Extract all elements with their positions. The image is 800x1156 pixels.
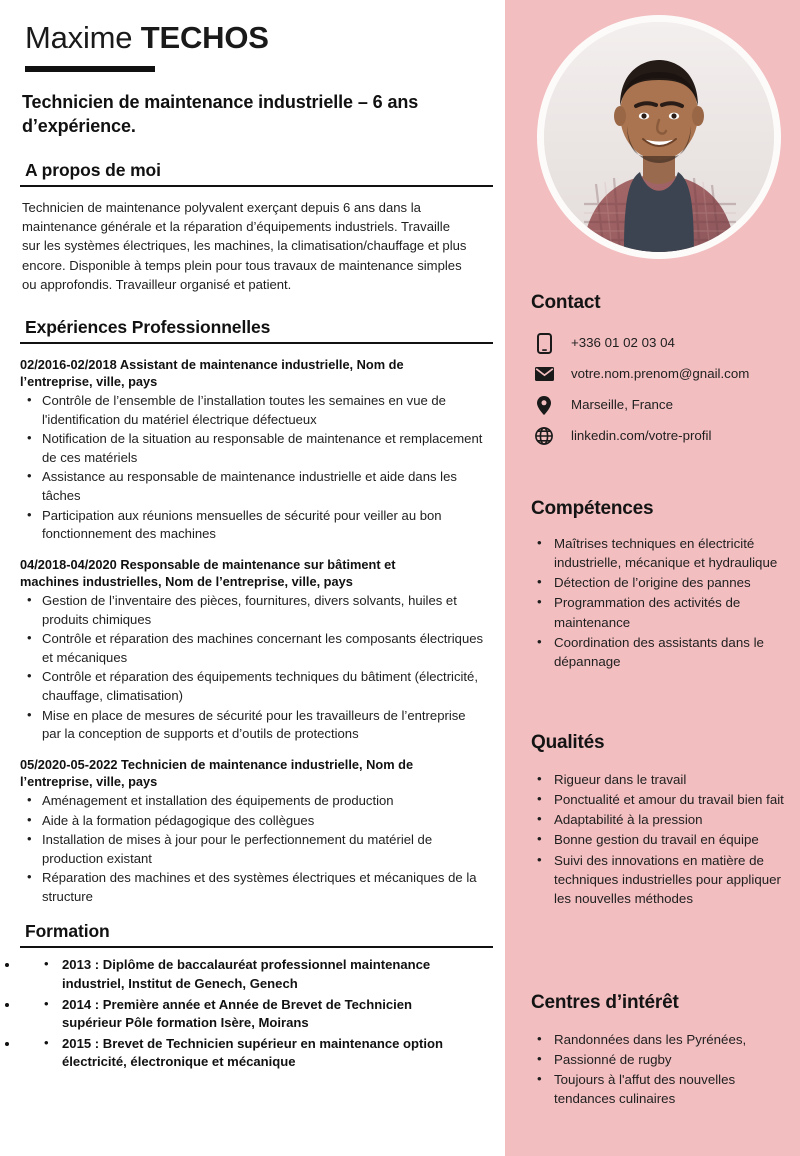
list-item: • Randonnées dans les Pyrénées, <box>531 1030 797 1049</box>
formation-list <box>20 956 493 1071</box>
list-item: • Maîtrises techniques en électricité industrielle, mécanique et hydraulique <box>531 534 797 572</box>
job-headline: Technicien de maintenance industrielle – 6 ans d’expérience. <box>22 91 419 136</box>
list-item: • Programmation des activités de maintenance <box>531 593 797 631</box>
list-item: • Aménagement et installation des équipements de production <box>20 792 493 811</box>
list-item: • Contrôle et réparation des machines concernant les composants électriques et mécaniques <box>20 630 493 667</box>
avatar <box>537 15 781 259</box>
globe-icon <box>531 427 557 445</box>
contact-section <box>531 292 793 456</box>
about-section <box>20 160 493 294</box>
interests-section <box>531 992 797 1110</box>
list-item: • Contrôle de l’ensemble de l’installation toutes les semaines en vue de l'identification du matériel électrique défectueux <box>20 392 493 429</box>
experience-item-heading: 02/2016-02/2018 Assistant de maintenance industrielle, Nom de l’entreprise, ville, pays <box>20 356 404 390</box>
experience-heading: Expériences Professionnelles <box>25 316 271 337</box>
formation-heading-rule <box>20 946 493 948</box>
formation-section <box>20 921 493 1071</box>
list-item: • Suivi des innovations en matière de techniques industrielles pour appliquer les nouvelles méthodes <box>531 851 797 908</box>
contact-row-location[interactable] <box>531 394 793 416</box>
contact-email-value: votre.nom.prenom@gnail.com <box>571 366 750 382</box>
list-item: • Réparation des machines et des systèmes électriques et mécaniques de la structure <box>20 869 493 906</box>
portrait-illustration <box>544 22 774 252</box>
list-item: • Notification de la situation au responsable de maintenance et remplacement de ces matériels <box>20 430 493 467</box>
experience-item <box>20 756 493 907</box>
envelope-icon <box>531 367 557 381</box>
skills-list <box>531 534 797 671</box>
list-item: • • 2013 : Diplôme de baccalauréat professionnel maintenance industriel, Institut de Genech, Genech <box>20 956 493 993</box>
list-item: • Rigueur dans le travail <box>531 770 797 789</box>
list-item: • Bonne gestion du travail en équipe <box>531 830 797 849</box>
list-item: • Assistance au responsable de maintenance industrielle et aide dans les tâches <box>20 468 493 505</box>
contact-phone-value: +336 01 02 03 04 <box>571 335 675 351</box>
about-heading: A propos de moi <box>25 160 161 181</box>
contact-location-value: Marseille, France <box>571 397 673 413</box>
experience-item-heading: 04/2018-04/2020 Responsable de maintenance sur bâtiment et machines industrielles, Nom de l’entreprise, ville, pays <box>20 556 396 590</box>
experience-item <box>20 356 493 544</box>
list-item: • Détection de l’origine des pannes <box>531 573 797 592</box>
qualities-heading: Qualités <box>531 732 605 753</box>
full-name <box>20 20 493 56</box>
right-sidebar <box>505 0 800 1156</box>
about-heading-rule <box>20 185 493 187</box>
list-item: • Toujours à l'affut des nouvelles tendances culinaires <box>531 1070 797 1108</box>
map-pin-icon <box>531 396 557 415</box>
experience-item-bullets <box>20 392 493 544</box>
contact-row-email[interactable] <box>531 363 793 385</box>
skills-heading: Compétences <box>531 498 654 519</box>
list-item: • Passionné de rugby <box>531 1050 797 1069</box>
list-item: • Adaptabilité à la pression <box>531 810 797 829</box>
list-item: • Gestion de l’inventaire des pièces, fournitures, divers solvants, huiles et produits chimiques <box>20 592 493 629</box>
first-name: Maxime <box>25 20 133 55</box>
phone-icon <box>531 333 557 354</box>
list-item: • • 2014 : Première année et Année de Brevet de Technicien supérieur Pôle formation Isère, Moirans <box>20 996 493 1033</box>
qualities-section <box>531 732 797 909</box>
interests-heading: Centres d’intérêt <box>531 992 679 1013</box>
contact-website-value: linkedin.com/votre-profil <box>571 428 712 444</box>
experience-item-heading: 05/2020-05-2022 Technicien de maintenance industrielle, Nom de l’entreprise, ville, pays <box>20 756 414 790</box>
name-underline <box>25 66 155 72</box>
contact-heading: Contact <box>531 292 601 313</box>
experience-item-bullets <box>20 592 493 744</box>
portrait-photo <box>544 22 774 252</box>
experience-section <box>20 317 493 907</box>
name-block <box>20 0 493 72</box>
contact-row-phone[interactable] <box>531 332 793 354</box>
list-item: • Contrôle et réparation des équipements techniques du bâtiment (électricité, chauffage, climatisation) <box>20 668 493 705</box>
contact-list <box>531 332 793 447</box>
experience-heading-rule <box>20 342 493 344</box>
list-item: • Mise en place de mesures de sécurité pour les travailleurs de l’entreprise par la conception de supports et d’outils de protections <box>20 707 493 744</box>
qualities-list <box>531 770 797 908</box>
interests-list <box>531 1030 797 1109</box>
contact-row-website[interactable] <box>531 425 793 447</box>
list-item: • Aide à la formation pédagogique des collègues <box>20 812 493 831</box>
list-item: • Participation aux réunions mensuelles de sécurité pour veiller au bon fonctionnement des machines <box>20 507 493 544</box>
list-item: • Coordination des assistants dans le dépannage <box>531 633 797 671</box>
formation-heading: Formation <box>25 921 110 942</box>
list-item: • • 2015 : Brevet de Technicien supérieur en maintenance option électricité, électronique et mécanique <box>20 1035 493 1072</box>
experience-item-bullets <box>20 792 493 906</box>
list-item: • Installation de mises à jour pour le perfectionnement du matériel de production existant <box>20 831 493 868</box>
list-item: • Ponctualité et amour du travail bien fait <box>531 790 797 809</box>
skills-section <box>531 498 797 672</box>
last-name: TECHOS <box>140 20 269 55</box>
experience-item <box>20 556 493 744</box>
about-paragraph: Technicien de maintenance polyvalent exerçant depuis 6 ans dans la maintenance générale et la réparation d’équipements industriels. Travaille sur les systèmes électriques, les machines, la climatisation/chauffage et plus encore. Disponible à temps plein pour tous travaux de maintenance simples ou approfondis. Travailleur organisé et patient. <box>22 200 467 292</box>
